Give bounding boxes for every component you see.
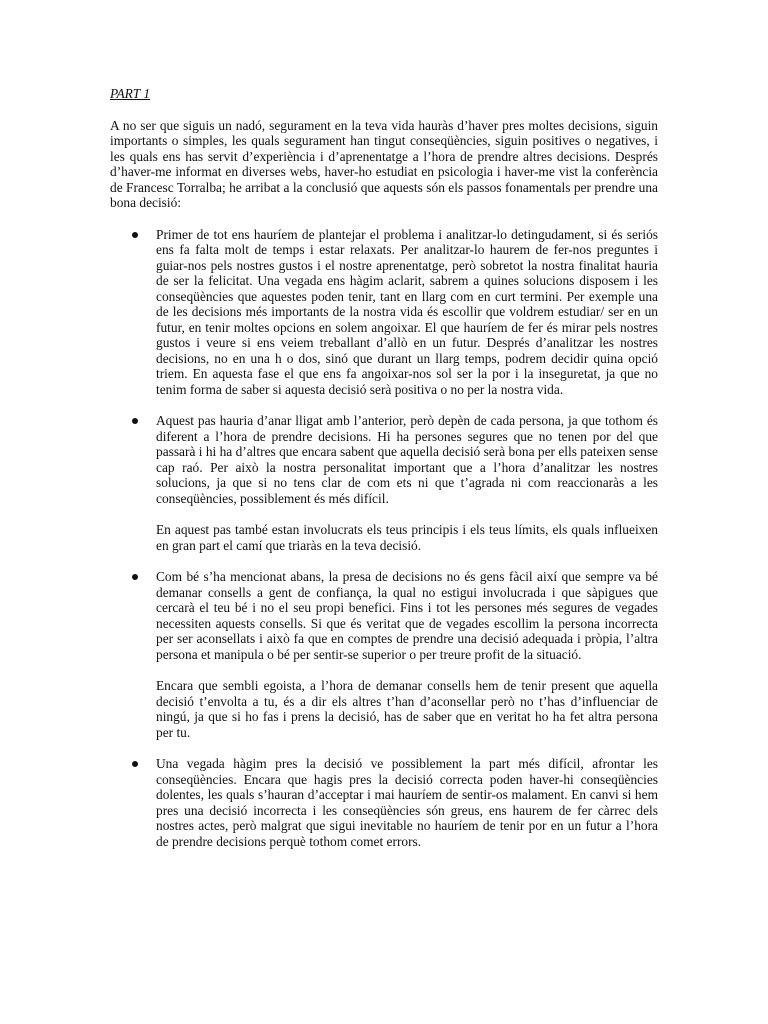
bullet-item-3 xyxy=(110,569,658,740)
bullet-item-2 xyxy=(110,413,658,553)
intro-paragraph: A no ser que siguis un nadó, segurament en la teva vida hauràs d’haver pres moltes decisions, siguin importants o simples, les quals segurament han tingut conseqüències, siguin positives o negatives, i les quals ens has servit d’experiència i d’aprenentatge a l’hora de prendre altres decisions. Després d’haver-me informat en diverses webs, haver-ho estudiat en psicologia i haver-me vist la conferència de Francesc Torralba; he arribat a la conclusió que aquests són els passos fonamentals per prendre una bona decisió: xyxy=(110,117,658,210)
bullet-paragraph: Aquest pas hauria d’anar lligat amb l’anterior, però depèn de cada persona, ja que tothom és diferent a l’hora de prendre decisions. Hi ha persones segures que no tenen por del que passarà i hi ha d’altres que encara sabent que aquella decisió serà bona per ells pateixen sense cap raó. Per això la nostra personalitat important que a l’hora d’analitzar les nostres solucions, ja que si no tens clar de com ets ni que t’agrada ni com reaccionaràs a les conseqüències, possiblement és més difícil. xyxy=(156,413,658,506)
bullet-paragraph: En aquest pas també estan involucrats els teus principis i els teus límits, els quals influeixen en gran part el camí que triaràs en la teva decisió. xyxy=(156,522,658,553)
bullet-icon xyxy=(132,761,138,767)
bullet-icon xyxy=(132,418,138,424)
bullet-icon xyxy=(132,232,138,238)
bullet-paragraph: Encara que sembli egoista, a l’hora de demanar consells hem de tenir present que aquella decisió t’envolta a tu, és a dir els altres t’han d’aconsellar però no t’has d’influenciar de ningú, ja que si ho fas i prens la decisió, has de saber que en veritat ho ha fet altra persona per tu. xyxy=(156,678,658,740)
bullet-paragraph: Com bé s’ha mencionat abans, la presa de decisions no és gens fàcil així que sempre va bé demanar consells a gent de confiança, la qual no estigui involucrada i que sàpigues que cercarà el teu bé i no el seu propi benefici. Fins i tot les persones més segures de vegades necessiten aquests consells. Si que és veritat que de vegades escollim la persona incorrecta per ser aconsellats i això fa que en comptes de prendre una decisió adequada i pròpia, l’altra persona et manipula o bé per sentir-se superior o per treure profit de la situació. xyxy=(156,569,658,662)
bullet-paragraph: Primer de tot ens hauríem de plantejar el problema i analitzar-lo detingudament, si és seriós ens fa falta molt de temps i estar relaxats. Per analitzar-lo haurem de fer-nos preguntes i guiar-nos pels nostres gustos i el nostre aprenentatge, però sobretot la nostra finalitat hauria de ser la felicitat. Una vegada ens hàgim aclarit, sabrem a quines solucions disposem i les conseqüències que aquestes poden tenir, tant en llarg com en curt termini. Per exemple una de les decisions més importants de la nostra vida és escollir que voldrem estudiar/ ser en un futur, en tenir moltes opcions en solem angoixar. El que hauríem de fer és mirar pels nostres gustos i veure si ens veiem treballant d’allò en un futur. Després d’analitzar les nostres decisions, no en una h o dos, sinó que durant un llarg temps, podrem decidir quina opció triem. En aquesta fase el que ens fa angoixar-nos sol ser la por i la inseguretat, ja que no tenim forma de saber si aquesta decisió serà positiva o no per la nostra vida. xyxy=(156,226,658,397)
bullet-icon xyxy=(132,574,138,580)
bullet-list xyxy=(110,227,658,850)
bullet-paragraph: Una vegada hàgim pres la decisió ve possiblement la part més difícil, afrontar les conseqüències. Encara que hagis pres la decisió correcta poden haver-hi conseqüències dolentes, les quals s’hauran d’acceptar i mai hauríem de sentir-os malament. En canvi si hem pres una decisió incorrecta i les conseqüències són greus, ens haurem de fer càrrec dels nostres actes, però malgrat que sigui inevitable no hauríem de tenir por en un futur a l’hora de prendre decisions perquè tothom comet errors. xyxy=(156,756,658,849)
document-body xyxy=(110,86,658,865)
bullet-item-1 xyxy=(110,227,658,398)
bullet-item-4 xyxy=(110,756,658,849)
section-heading: PART 1 xyxy=(110,86,151,101)
